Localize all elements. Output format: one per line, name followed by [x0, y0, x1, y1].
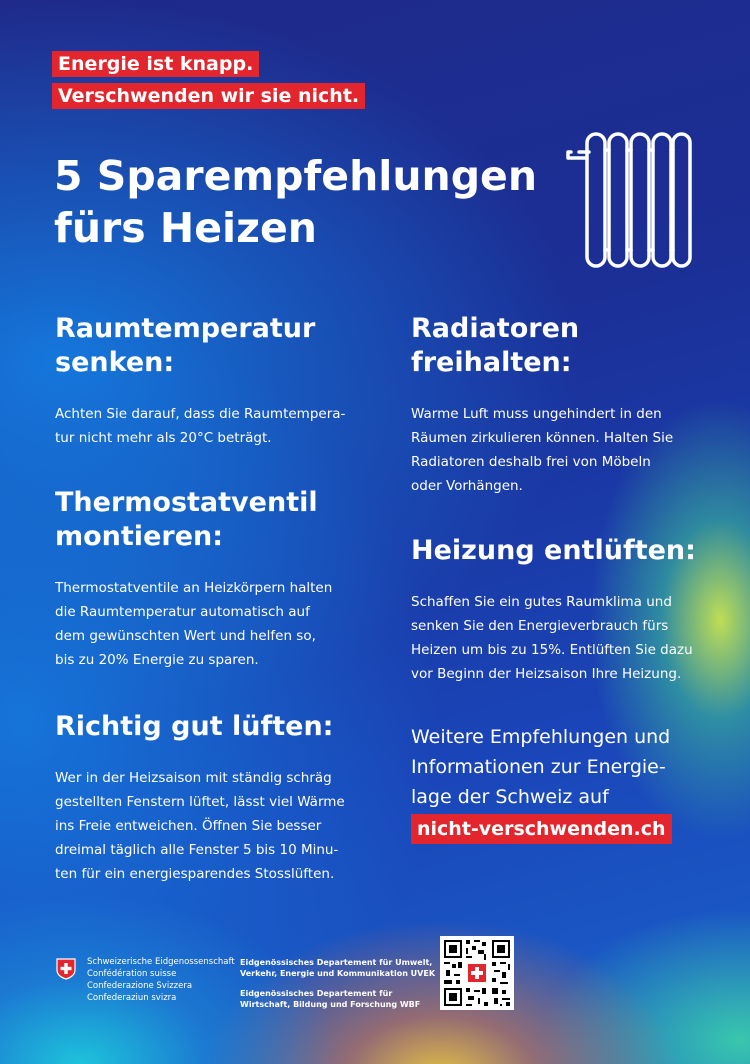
- tip-body-line: Thermostatventile an Heizkörpern halten: [55, 580, 333, 596]
- tip-body-line: Heizen um bis zu 15%. Entlüften Sie dazu: [411, 642, 693, 658]
- departments: [240, 957, 435, 1010]
- tagline-line-2: Verschwenden wir sie nicht.: [52, 83, 365, 109]
- confederation-line: Schweizerische Eidgenossenschaft: [87, 957, 235, 967]
- tip-body: [55, 576, 375, 672]
- tip-heading: [411, 534, 731, 568]
- tip-radiatoren: [411, 312, 731, 498]
- tip-body-line: Warme Luft muss ungehindert in den: [411, 406, 662, 422]
- tip-heading-line: freihalten:: [411, 347, 572, 378]
- tip-body-line: ins Freie entweichen. Öffnen Sie besser: [55, 818, 322, 834]
- tip-heading-line: senken:: [55, 347, 175, 378]
- tip-body-line: dem gewünschten Wert und helfen so,: [55, 628, 316, 644]
- tip-body-line: gestellten Fenstern lüftet, lässt viel Wärme: [55, 794, 345, 810]
- department-line: Verkehr, Energie und Kommunikation UVEK: [240, 969, 436, 978]
- tip-heading-line: Richtig gut lüften:: [55, 711, 334, 742]
- department-line: Wirtschaft, Bildung und Forschung WBF: [240, 1000, 421, 1009]
- footer: [0, 930, 750, 1064]
- website-link[interactable]: nicht-verschwenden.ch: [411, 814, 672, 844]
- tip-body: [411, 590, 731, 686]
- tip-heading: [55, 710, 375, 744]
- tip-heading-line: Heizung entlüften:: [411, 535, 696, 566]
- tip-body-line: dreimal täglich alle Fenster 5 bis 10 Minu-: [55, 842, 339, 858]
- tip-body-line: Wer in der Heizsaison mit ständig schräg: [55, 770, 332, 786]
- tip-heading: [55, 486, 375, 554]
- tip-body-line: senken Sie den Energieverbrauch fürs: [411, 618, 669, 634]
- tip-body-line: Räumen zirkulieren können. Halten Sie: [411, 430, 674, 446]
- tip-body: [55, 402, 375, 450]
- tip-body: [411, 402, 731, 498]
- tip-body: [55, 766, 375, 886]
- tip-heading: [55, 312, 375, 380]
- swiss-cross-icon: [56, 958, 76, 980]
- confederation-line: Confederazione Svizzera: [87, 981, 193, 991]
- page-title-line-1: 5 Sparempfehlungen: [54, 152, 538, 200]
- page-title: [54, 150, 554, 254]
- radiator-icon: [565, 130, 693, 270]
- tip-body-line: Radiatoren deshalb frei von Möbeln: [411, 454, 651, 470]
- more-info-line: lage der Schweiz auf: [411, 786, 609, 808]
- department-line: Eidgenössisches Departement für: [240, 989, 393, 998]
- more-info: [411, 722, 731, 844]
- tip-raumtemperatur: [55, 312, 375, 450]
- tip-heading: [411, 312, 731, 380]
- tip-heading-line: Raumtemperatur: [55, 313, 316, 344]
- tip-body-line: vor Beginn der Heizsaison Ihre Heizung.: [411, 666, 682, 682]
- tip-body-line: tur nicht mehr als 20°C beträgt.: [55, 430, 272, 446]
- confederation-line: Confederaziun svizra: [87, 993, 177, 1003]
- tip-body-line: Schaffen Sie ein gutes Raumklima und: [411, 594, 672, 610]
- more-info-line: Weitere Empfehlungen und: [411, 726, 671, 748]
- tip-body-line: ten für ein energiesparendes Stosslüften.: [55, 866, 335, 882]
- tip-heading-line: montieren:: [55, 521, 224, 552]
- tip-entlueften: [411, 534, 731, 686]
- confederation-line: Confédération suisse: [87, 969, 177, 979]
- qr-code-icon[interactable]: [440, 936, 514, 1010]
- tip-heading-line: Radiatoren: [411, 313, 580, 344]
- department-line: Eidgenössisches Departement für Umwelt,: [240, 958, 433, 967]
- tip-body-line: bis zu 20% Energie zu sparen.: [55, 652, 259, 668]
- tip-body-line: die Raumtemperatur automatisch auf: [55, 604, 310, 620]
- tip-lueften: [55, 710, 375, 886]
- tip-body-line: Achten Sie darauf, dass die Raumtempera-: [55, 406, 346, 422]
- tip-heading-line: Thermostatventil: [55, 487, 318, 518]
- tip-thermostatventil: [55, 486, 375, 672]
- tagline-line-1: Energie ist knapp.: [52, 51, 259, 77]
- confederation-name: [87, 956, 235, 1004]
- page-title-line-2: fürs Heizen: [54, 204, 317, 252]
- more-info-line: Informationen zur Energie-: [411, 756, 666, 778]
- tip-body-line: oder Vorhängen.: [411, 478, 523, 494]
